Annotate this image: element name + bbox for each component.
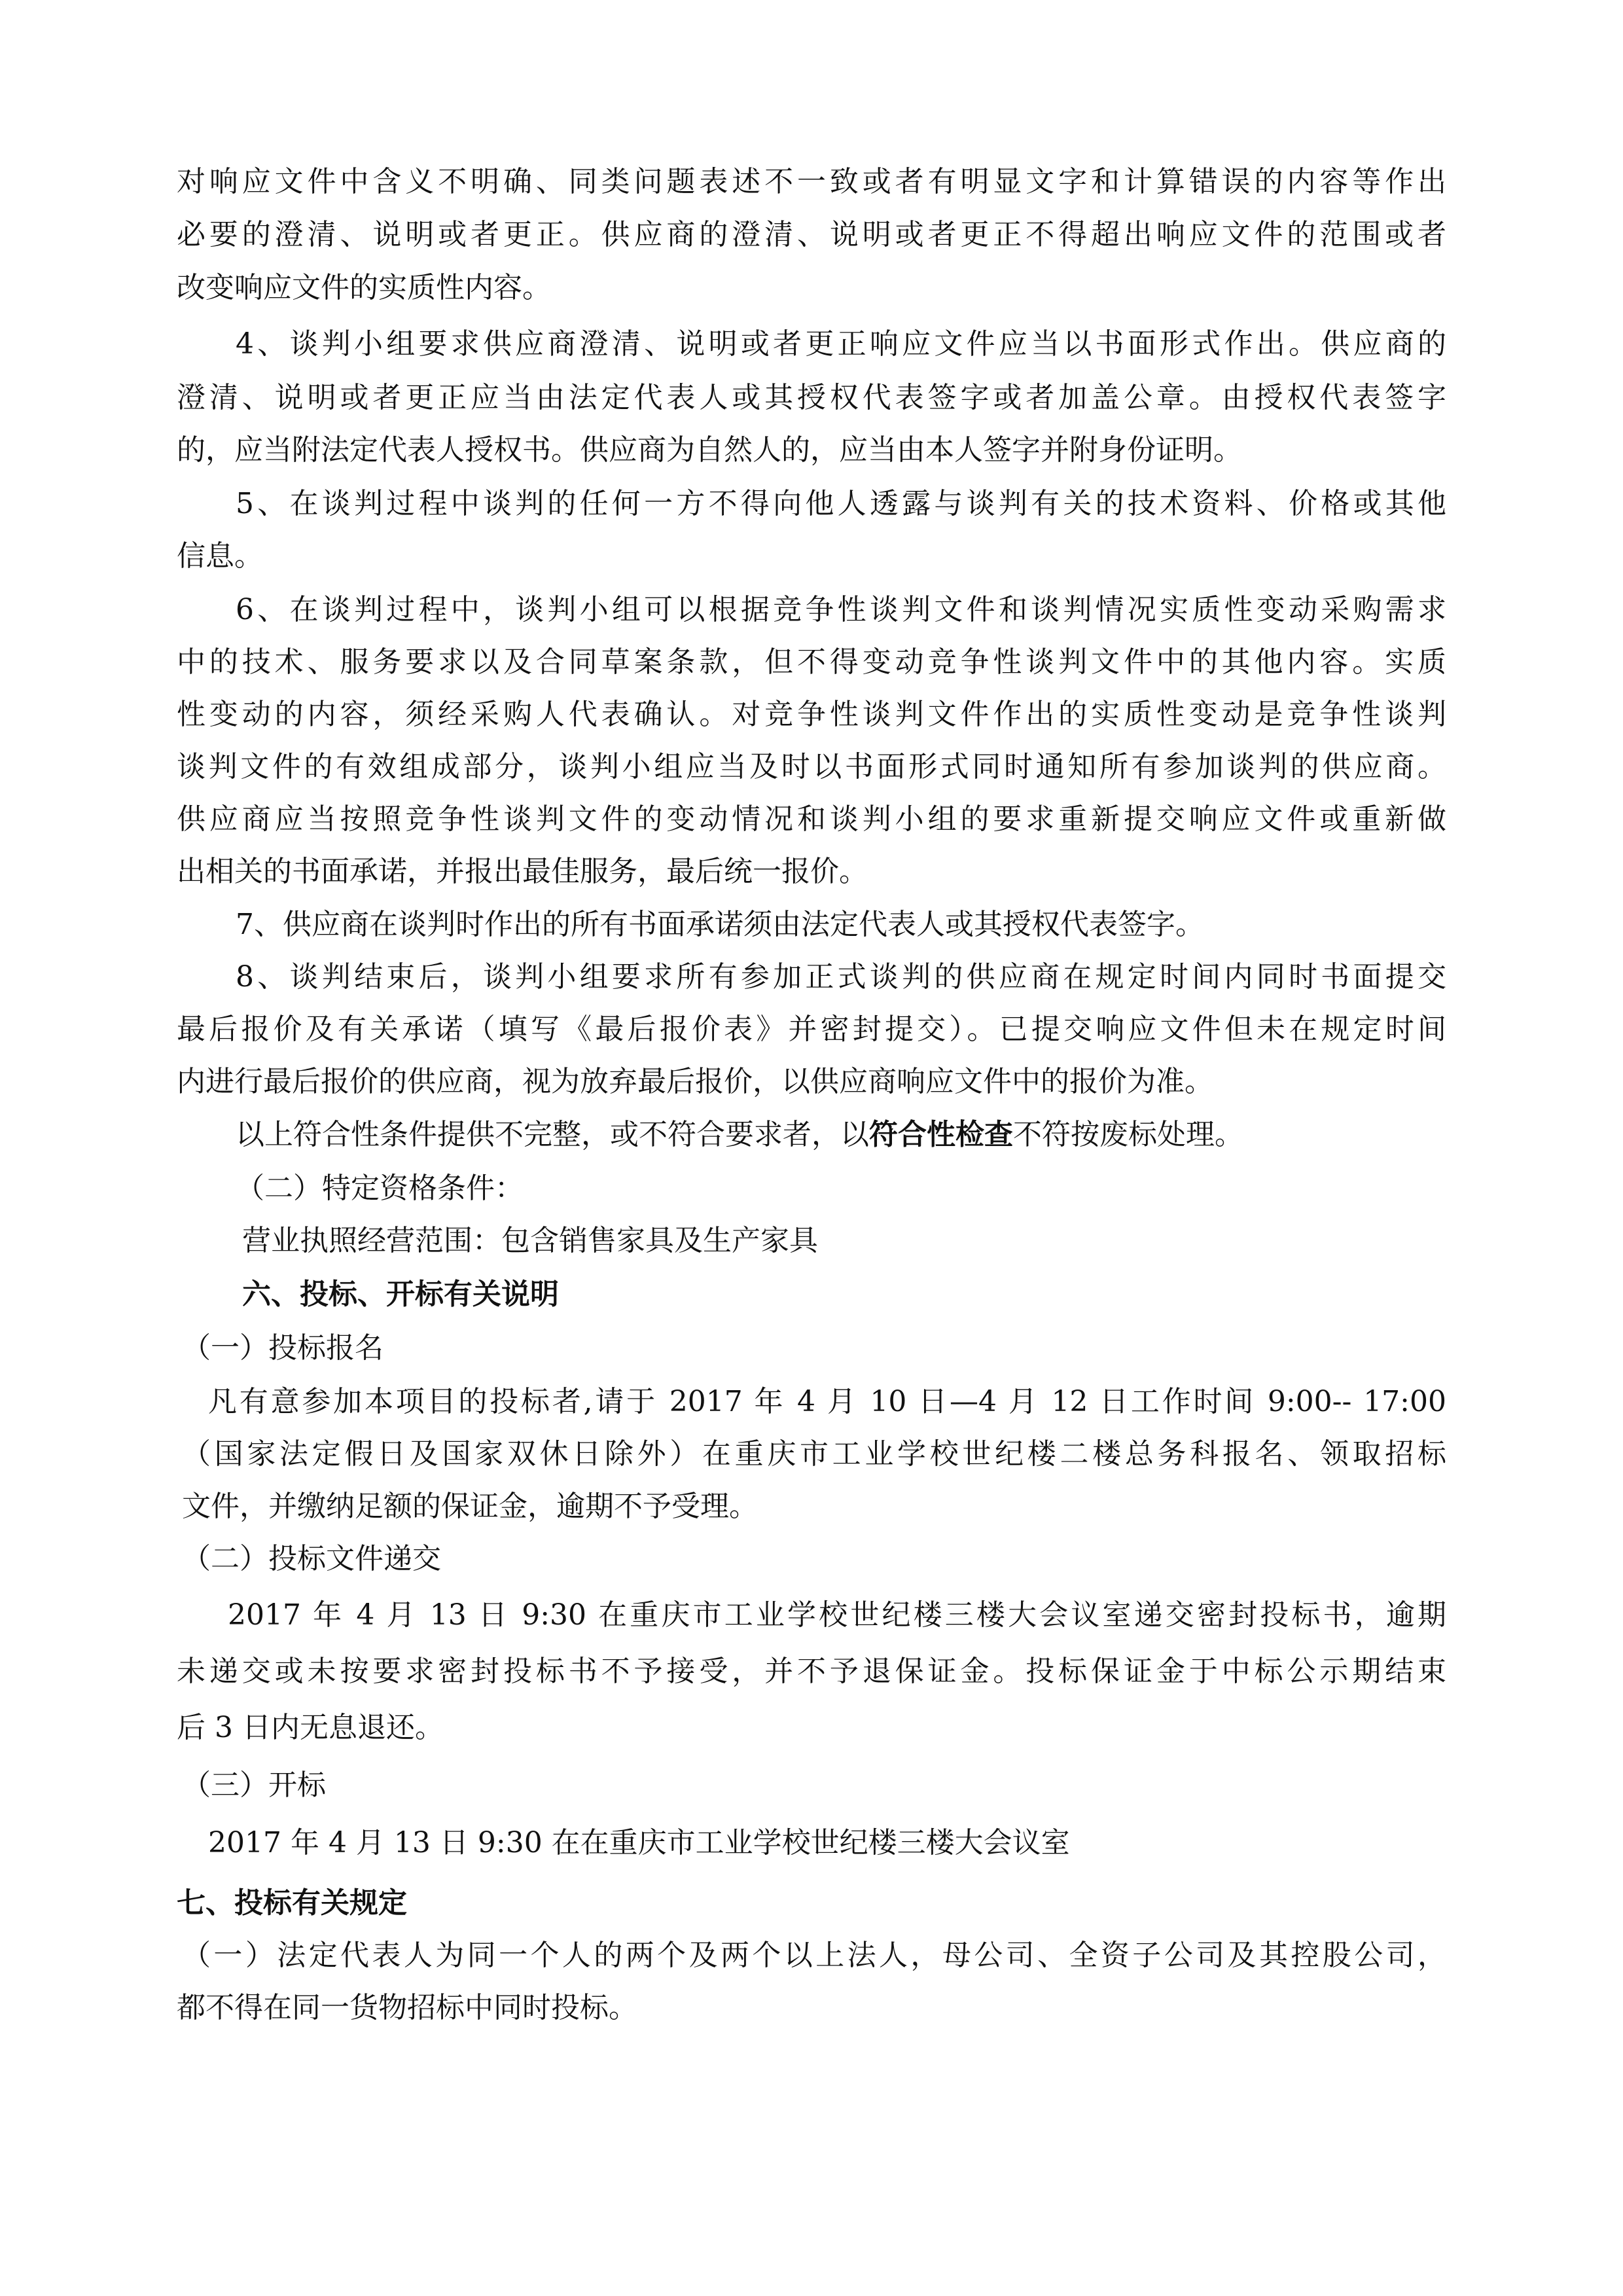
subsection-heading: （三）开标 [182, 1768, 326, 1802]
text-line: 中的技术、服务要求以及合同草案条款，但不得变动竞争性谈判文件中的其他内容。实质 [177, 645, 1446, 679]
text-line: 2017 年 4 月 13 日 9:30 在重庆市工业学校世纪楼三楼大会议室递交密封投标书，逾期 [228, 1598, 1446, 1632]
text-line: 文件，并缴纳足额的保证金，逾期不予受理。 [182, 1490, 758, 1523]
text-run: 以上符合性条件提供不完整，或不符合要求者，以 [236, 1118, 869, 1151]
text-line: 对响应文件中含义不明确、同类问题表述不一致或者有明显文字和计算错误的内容等作出 [177, 165, 1446, 198]
text-run: 不符按废标处理。 [1013, 1118, 1243, 1151]
text-line: 澄清、说明或者更正应当由法定代表人或其授权代表签字或者加盖公章。由授权代表签字 [177, 381, 1446, 414]
text-run-bold: 符合性检查 [869, 1118, 1013, 1151]
text-line: 4、谈判小组要求供应商澄清、说明或者更正响应文件应当以书面形式作出。供应商的 [236, 327, 1446, 361]
text-line: 未递交或未按要求密封投标书不予接受，并不予退保证金。投标保证金于中标公示期结束 [177, 1655, 1446, 1688]
text-line: 7、供应商在谈判时作出的所有书面承诺须由法定代表人或其授权代表签字。 [236, 908, 1204, 941]
text-line: 必要的澄清、说明或者更正。供应商的澄清、说明或者更正不得超出响应文件的范围或者 [177, 218, 1446, 251]
text-line: 后 3 日内无息退还。 [177, 1711, 444, 1744]
text-line: （国家法定假日及国家双休日除外）在重庆市工业学校世纪楼二楼总务科报名、领取招标 [182, 1437, 1446, 1471]
text-line: 信息。 [177, 539, 263, 573]
text-line: 改变响应文件的实质性内容。 [177, 271, 551, 304]
text-line: 出相关的书面承诺，并报出最佳服务，最后统一报价。 [177, 855, 868, 888]
text-line: 5、在谈判过程中谈判的任何一方不得向他人透露与谈判有关的技术资料、价格或其他 [236, 487, 1446, 520]
subsection-heading: （一）投标报名 [182, 1331, 383, 1365]
text-line: 8、谈判结束后，谈判小组要求所有参加正式谈判的供应商在规定时间内同时书面提交 [236, 960, 1446, 994]
text-line: 都不得在同一货物招标中同时投标。 [177, 1991, 637, 2024]
text-line: 谈判文件的有效组成部分，谈判小组应当及时以书面形式同时通知所有参加谈判的供应商。 [177, 750, 1446, 783]
text-line: （一）法定代表人为同一个人的两个及两个以上法人，母公司、全资子公司及其控股公司， [182, 1939, 1446, 1972]
text-line: 内进行最后报价的供应商，视为放弃最后报价，以供应商响应文件中的报价为准。 [177, 1065, 1213, 1098]
subsection-heading: （二）投标文件递交 [182, 1542, 441, 1575]
text-line: 的，应当附法定代表人授权书。供应商为自然人的，应当由本人签字并附身份证明。 [177, 433, 1242, 467]
section-heading: 七、投标有关规定 [177, 1886, 407, 1920]
text-line: 凡有意参加本项目的投标者,请于 2017 年 4 月 10 日—4 月 12 日工作时间 9:00-- 17:00 [208, 1385, 1446, 1418]
text-line: 供应商应当按照竞争性谈判文件的变动情况和谈判小组的要求重新提交响应文件或重新做 [177, 802, 1446, 836]
section-heading: 六、投标、开标有关说明 [242, 1278, 559, 1311]
text-line: 最后报价及有关承诺（填写《最后报价表》并密封提交）。已提交响应文件但未在规定时间 [177, 1013, 1446, 1046]
section-heading: （二）特定资格条件： [236, 1172, 524, 1205]
text-line: 性变动的内容，须经采购人代表确认。对竞争性谈判文件作出的实质性变动是竞争性谈判 [177, 698, 1446, 731]
text-line: 营业执照经营范围：包含销售家具及生产家具 [242, 1224, 818, 1257]
text-line: 2017 年 4 月 13 日 9:30 在在重庆市工业学校世纪楼三楼大会议室 [208, 1826, 1070, 1859]
conformity-note [236, 1115, 1243, 1155]
text-line: 6、在谈判过程中，谈判小组可以根据竞争性谈判文件和谈判情况实质性变动采购需求 [236, 593, 1446, 626]
